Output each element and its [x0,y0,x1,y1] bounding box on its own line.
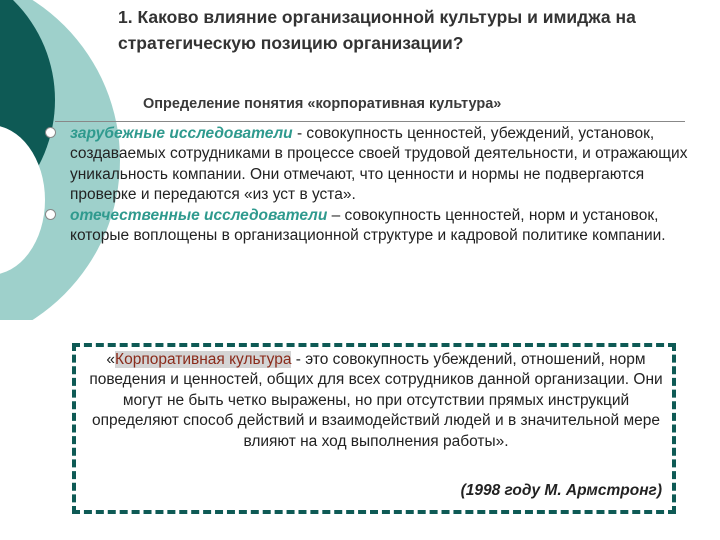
quote-open-mark: « [106,351,116,368]
bullet-term: зарубежные исследователи [70,125,293,142]
quote-term: Корпоративная культура [115,351,292,368]
bullet-text: - совокупность ценностей, убеждений, установок, создаваемых сотрудниками в процессе своей трудовой деятельности, и отражающих уникальность компании. Они отмечают, что ценности и нормы не подвергаются проверке и передаются «из уст в уста». [70,125,688,204]
definition-list [45,124,713,246]
quote-body: - это совокупность убеждений, отношений, норм поведения и ценностей, общих для всех сотрудников данной организации. Они могут не быть четко выражены, но при отсутствии прямых инструкций определяют способ действий и взаимодействий людей и в значительной мере влияют на ход выполнения работы». [89,351,663,450]
quote-author: (1998 году М. Армстронг) [460,482,662,499]
slide-title: 1. Каково влияние организационной культуры и имиджа на стратегическую позицию организации? [118,7,636,53]
quote-box [72,343,676,514]
subtitle-divider [55,121,685,122]
bullet-circle-icon [45,209,56,220]
slide-subtitle: Определение понятия «корпоративная культура» [143,96,502,112]
bullet-text: – совокупность ценностей, норм и установок, которые воплощены в организационной структуре и кадровой политике компании. [70,206,666,245]
bullet-circle-icon [45,127,56,138]
bullet-item-domestic [45,206,713,247]
bullet-item-foreign [45,124,713,206]
quote-text [86,350,666,452]
bullet-term: отечественные исследователи [70,206,328,224]
